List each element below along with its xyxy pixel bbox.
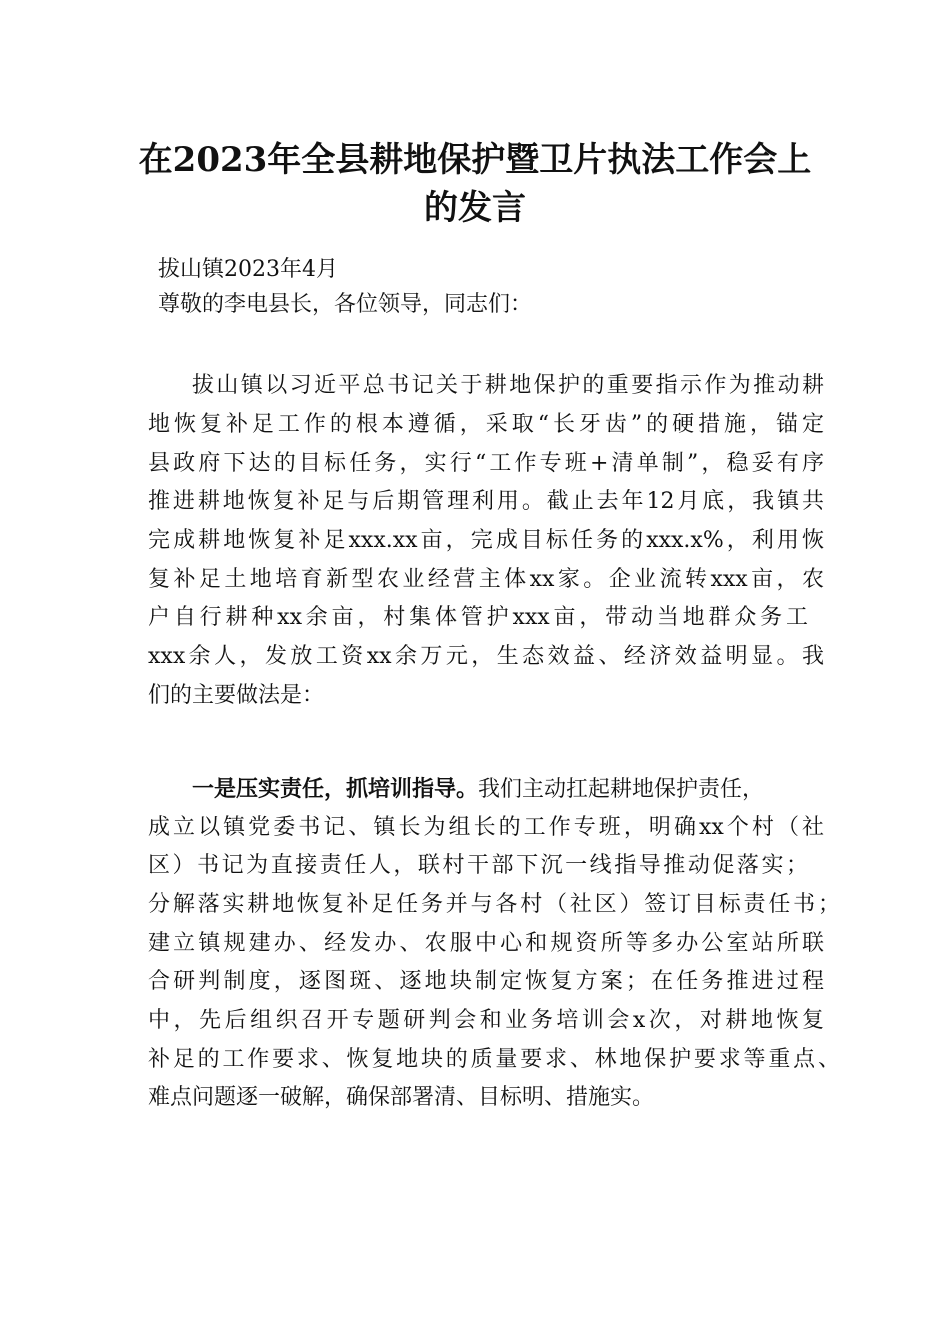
paragraph-line (192, 770, 824, 809)
paragraph-line: 中，先后组织召开专题研判会和业务培训会x次，对耕地恢复 (148, 1008, 824, 1033)
paragraph-line: 分解落实耕地恢复补足任务并与各村（社区）签订目标责任书； (148, 892, 840, 917)
section-heading: 一是压实责任，抓培训指导。 (192, 776, 479, 802)
paragraph-line: 们的主要做法是： (148, 683, 325, 708)
paragraph-line: 难点问题逐一破解，确保部署清、目标明、措施实。 (148, 1085, 655, 1110)
paragraph-line: 户自行耕种xx余亩，村集体管护xxx亩，带动当地群众务工 (148, 605, 808, 630)
paragraph-line: 区）书记为直接责任人，联村干部下沉一线指导推动促落实； (148, 853, 808, 878)
paragraph-line: 复补足土地培育新型农业经营主体xx家。企业流转xxx亩，农 (148, 567, 824, 592)
paragraph-line: 县政府下达的目标任务，实行“工作专班+清单制”，稳妥有序 (148, 451, 824, 476)
byline: 拔山镇2023年4月 (158, 257, 338, 282)
paragraph-line: 地恢复补足工作的根本遵循，采取“长牙齿”的硬措施，锚定 (148, 412, 824, 437)
paragraph-line: xxx余人，发放工资xx余万元，生态效益、经济效益明显。我 (148, 644, 824, 669)
paragraph-line: 完成耕地恢复补足xxx.xx亩，完成目标任务的xxx.x%，利用恢 (148, 528, 824, 553)
salutation: 尊敬的李电县长，各位领导，同志们： (158, 292, 533, 317)
paragraph-text: 我们主动扛起耕地保护责任， (478, 777, 765, 802)
paragraph-line: 合研判制度，逐图斑、逐地块制定恢复方案；在任务推进过程 (148, 969, 824, 994)
paragraph-line: 推进耕地恢复补足与后期管理利用。截止去年12月底，我镇共 (148, 489, 824, 514)
document-title-line-1: 在2023年全县耕地保护暨卫片执法工作会上 (138, 140, 812, 180)
document-title-line-2: 的发言 (424, 188, 526, 228)
paragraph-line: 拔山镇以习近平总书记关于耕地保护的重要指示作为推动耕 (192, 373, 824, 398)
paragraph-line: 补足的工作要求、恢复地块的质量要求、林地保护要求等重点、 (148, 1047, 840, 1072)
paragraph-line: 成立以镇党委书记、镇长为组长的工作专班，明确xx个村（社 (148, 815, 824, 840)
paragraph-line: 建立镇规建办、经发办、农服中心和规资所等多办公室站所联 (148, 931, 824, 956)
